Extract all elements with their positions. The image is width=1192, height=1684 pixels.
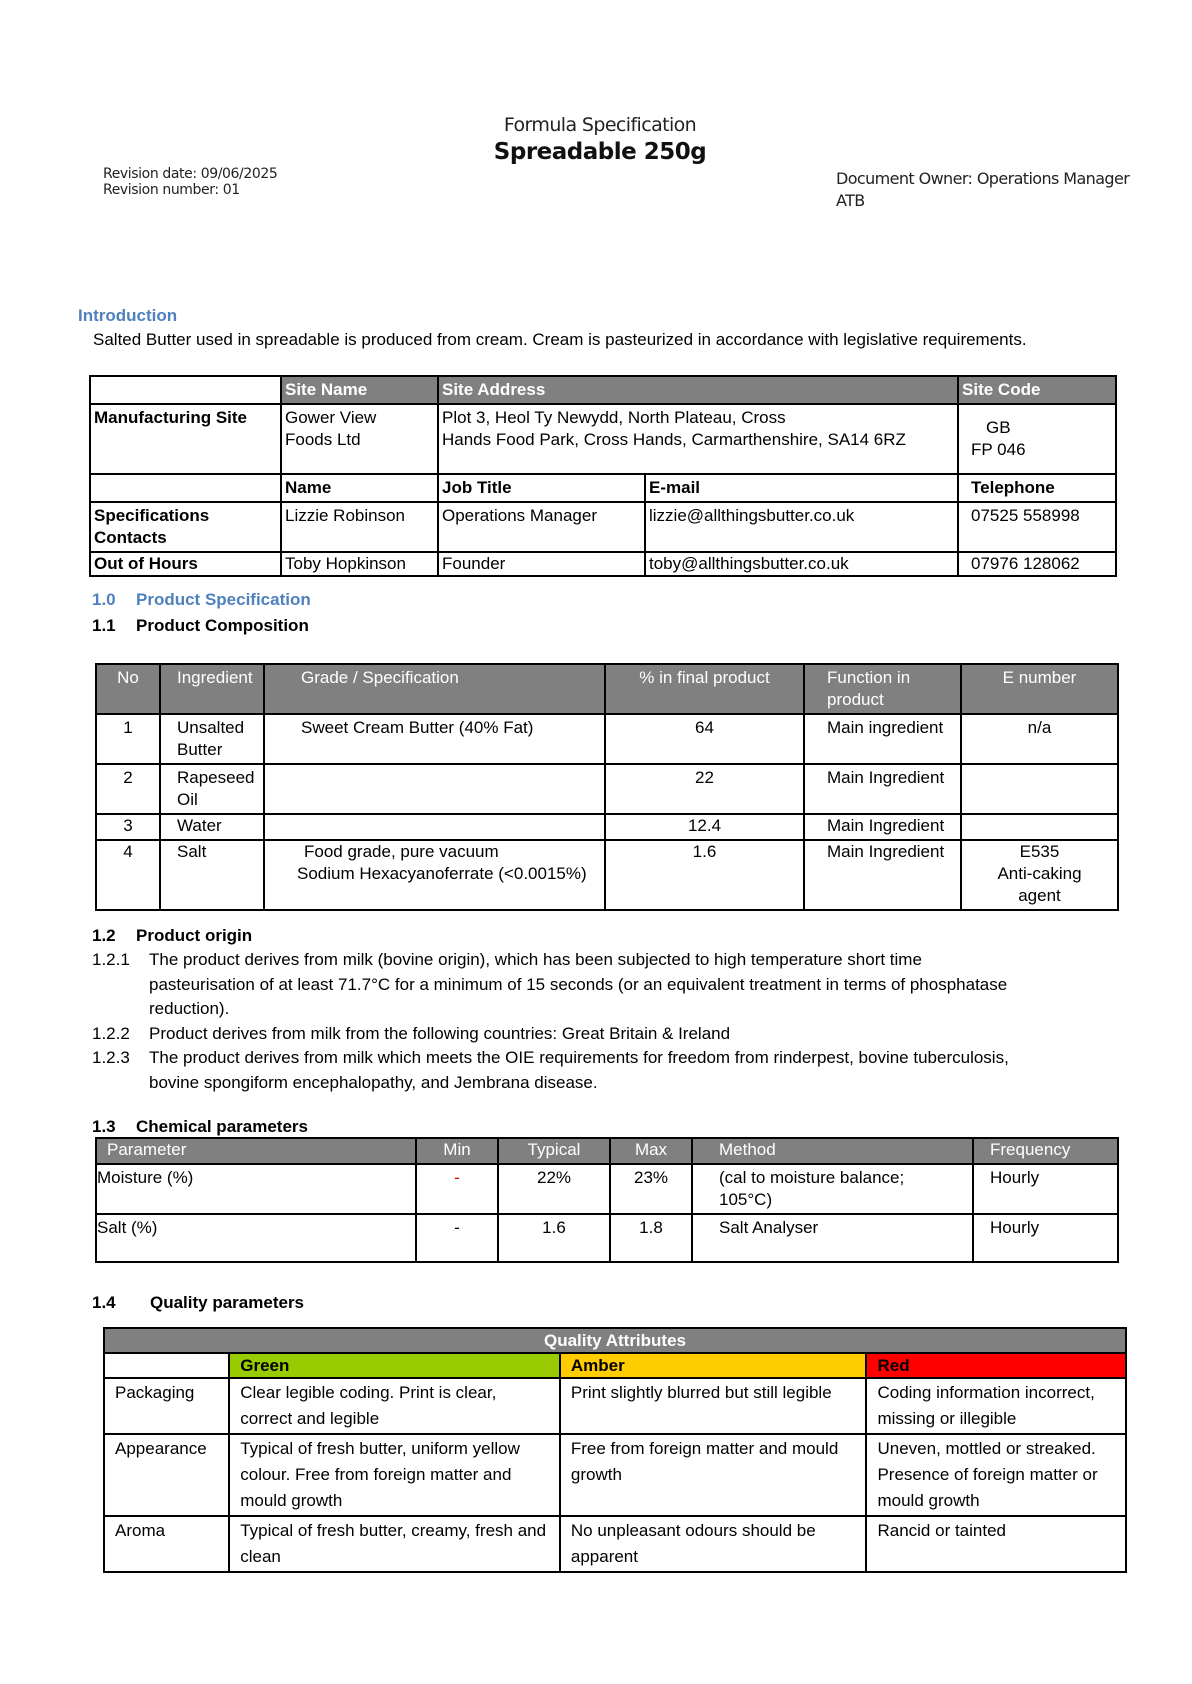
cell-amber: Print slightly blurred but still legible	[560, 1378, 867, 1434]
table-row	[104, 1378, 1126, 1434]
section-number: 1.2	[92, 926, 116, 945]
item-text: The product derives from milk (bovine origin), which has been subjected to high temperature short time pasteurisation of at least 71.7°C for a minimum of 15 seconds (or an equivalent treatment in terms of phosphatase reduction).	[149, 950, 1008, 1018]
cell-ingredient: Salt	[160, 840, 264, 910]
col-header-percent: % in final product	[605, 664, 804, 714]
item-number: 1.2.3	[92, 1048, 130, 1067]
contact-label: Out of Hours	[90, 552, 281, 576]
revision-date: Revision date: 09/06/2025	[103, 166, 278, 182]
cell-max: 1.8	[610, 1214, 692, 1262]
table-row	[96, 1164, 1118, 1214]
section-title: Product origin	[136, 926, 253, 945]
document-owner: Document Owner: Operations Manager	[836, 169, 1130, 188]
cell-parameter: Salt (%)	[96, 1214, 416, 1262]
cell-min: -	[416, 1164, 498, 1214]
origin-item	[92, 948, 1012, 1022]
cell-e-number	[961, 840, 1118, 910]
cell-typical: 22%	[498, 1164, 610, 1214]
cell-grade	[264, 814, 605, 840]
cell-green: Typical of fresh butter, uniform yellow colour. Free from foreign matter and mould growth	[229, 1434, 560, 1516]
table-row	[96, 840, 1118, 910]
item-number: 1.2.1	[92, 950, 130, 969]
col-header-max: Max	[610, 1138, 692, 1164]
cell-percent: 12.4	[605, 814, 804, 840]
site-address-header: Site Address	[438, 376, 958, 404]
cell-no: 2	[96, 764, 160, 814]
cell-e-number: n/a	[961, 714, 1118, 764]
section-title: Product Specification	[136, 590, 311, 609]
site-table	[89, 375, 1117, 577]
table-row	[96, 714, 1118, 764]
cell-parameter: Moisture (%)	[96, 1164, 416, 1214]
table-row	[104, 1516, 1126, 1572]
cell-red: Rancid or tainted	[866, 1516, 1126, 1572]
site-code-header: Site Code	[958, 376, 1116, 404]
contact-name: Toby Hopkinson	[281, 552, 438, 576]
col-header-no: No	[96, 664, 160, 714]
grade-line: Food grade, pure vacuum	[304, 842, 499, 861]
contact-label: Specifications Contacts	[90, 502, 281, 552]
section-title: Quality parameters	[150, 1293, 305, 1312]
document-type: Formula Specification	[503, 114, 697, 136]
product-origin-list	[92, 948, 1012, 1095]
section-number: 1.3	[92, 1117, 116, 1136]
email-header: E-mail	[645, 474, 958, 502]
cell-percent: 64	[605, 714, 804, 764]
item-number: 1.2.2	[92, 1023, 130, 1043]
address-line: Hands Food Park, Cross Hands, Carmarthenshire, SA14 6RZ	[442, 430, 906, 449]
manufacturing-site-label: Manufacturing Site	[90, 404, 281, 474]
cell-attribute: Appearance	[104, 1434, 229, 1516]
introduction-text: Salted Butter used in spreadable is produced from cream. Cream is pasteurized in accordance with legislative requirements.	[93, 330, 1027, 349]
section-number: 1.0	[92, 590, 116, 609]
contact-row	[90, 552, 1116, 576]
address-line: Plot 3, Heol Ty Newydd, North Plateau, Cross	[442, 408, 786, 427]
cell-function: Main ingredient	[804, 714, 961, 764]
cell-grade	[264, 764, 605, 814]
cell-function: Main Ingredient	[804, 764, 961, 814]
site-code-line: FP 046	[971, 440, 1026, 459]
site-name-line: Gower View	[285, 408, 377, 427]
cell-ingredient: Unsalted Butter	[160, 714, 264, 764]
job-title-header: Job Title	[438, 474, 645, 502]
cell-ingredient: Rapeseed Oil	[160, 764, 264, 814]
cell-grade: Sweet Cream Butter (40% Fat)	[264, 714, 605, 764]
chemical-parameters-table	[95, 1137, 1119, 1263]
quality-attributes-title: Quality Attributes	[104, 1328, 1126, 1353]
contact-email[interactable]: toby@allthingsbutter.co.uk	[645, 552, 958, 576]
cell-max: 23%	[610, 1164, 692, 1214]
col-header-grade: Grade / Specification	[264, 664, 605, 714]
cell-ingredient: Water	[160, 814, 264, 840]
cell-method: Salt Analyser	[692, 1214, 973, 1262]
cell-amber: No unpleasant odours should be apparent	[560, 1516, 867, 1572]
composition-table	[95, 663, 1119, 911]
grade-line: Sodium Hexacyanoferrate (<0.0015%)	[297, 864, 587, 883]
section-1-0-heading	[92, 590, 311, 610]
section-1-1-heading	[92, 616, 309, 636]
origin-item	[92, 1046, 1012, 1095]
section-1-4-heading	[92, 1293, 304, 1313]
col-header-typical: Typical	[498, 1138, 610, 1164]
telephone-header: Telephone	[958, 474, 1116, 502]
table-row	[96, 814, 1118, 840]
cell-red: Coding information incorrect, missing or illegible	[866, 1378, 1126, 1434]
cell-attribute: Packaging	[104, 1378, 229, 1434]
contact-name: Lizzie Robinson	[281, 502, 438, 552]
section-title: Chemical parameters	[136, 1117, 308, 1136]
contact-telephone: 07976 128062	[958, 552, 1116, 576]
site-name-value	[281, 404, 438, 474]
cell-typical: 1.6	[498, 1214, 610, 1262]
section-1-2-heading	[92, 926, 252, 946]
site-table-blank-header	[90, 376, 281, 404]
contact-email[interactable]: lizzie@allthingsbutter.co.uk	[645, 502, 958, 552]
cell-function: Main Ingredient	[804, 840, 961, 910]
table-row	[104, 1434, 1126, 1516]
cell-attribute: Aroma	[104, 1516, 229, 1572]
site-name-header: Site Name	[281, 376, 438, 404]
col-header-e-number: E number	[961, 664, 1118, 714]
cell-green: Clear legible coding. Print is clear, correct and legible	[229, 1378, 560, 1434]
site-address-value	[438, 404, 958, 474]
cell-amber: Free from foreign matter and mould growth	[560, 1434, 867, 1516]
cell-e-number	[961, 814, 1118, 840]
product-title: Spreadable 250g	[493, 139, 707, 165]
origin-item	[92, 1022, 1012, 1047]
contact-job-title: Operations Manager	[438, 502, 645, 552]
contact-row	[90, 502, 1116, 552]
col-header-min: Min	[416, 1138, 498, 1164]
quality-blank-header	[104, 1353, 229, 1378]
name-header: Name	[281, 474, 438, 502]
e-number-line: Anti-caking agent	[997, 864, 1082, 905]
cell-green: Typical of fresh butter, creamy, fresh and clean	[229, 1516, 560, 1572]
cell-red: Uneven, mottled or streaked. Presence of foreign matter or mould growth	[866, 1434, 1126, 1516]
table-row	[96, 764, 1118, 814]
item-text: The product derives from milk which meets the OIE requirements for freedom from rinderpest, bovine tuberculosis, bovine spongiform encephalopathy, and Jembrana disease.	[149, 1048, 1009, 1092]
site-name-line: Foods Ltd	[285, 430, 361, 449]
level-red-header: Red	[866, 1353, 1126, 1378]
section-1-3-heading	[92, 1117, 308, 1137]
col-header-parameter: Parameter	[96, 1138, 416, 1164]
cell-method: (cal to moisture balance; 105°C)	[692, 1164, 973, 1214]
site-code-value	[958, 404, 1116, 474]
site-code-line: GB	[986, 418, 1011, 437]
section-title: Product Composition	[136, 616, 309, 635]
cell-function: Main Ingredient	[804, 814, 961, 840]
cell-percent: 22	[605, 764, 804, 814]
contacts-blank-header	[90, 474, 281, 502]
cell-e-number	[961, 764, 1118, 814]
section-number: 1.4	[92, 1293, 116, 1312]
item-text: Product derives from milk from the following countries: Great Britain & Ireland	[149, 1023, 731, 1043]
col-header-function: Function in product	[804, 664, 961, 714]
cell-min: -	[416, 1214, 498, 1262]
introduction-heading: Introduction	[78, 306, 178, 325]
cell-no: 3	[96, 814, 160, 840]
col-header-ingredient: Ingredient	[160, 664, 264, 714]
contact-job-title: Founder	[438, 552, 645, 576]
e-number-line: E535	[1019, 842, 1060, 861]
contact-telephone: 07525 558998	[958, 502, 1116, 552]
level-green-header: Green	[229, 1353, 560, 1378]
quality-attributes-table	[103, 1327, 1127, 1573]
col-header-method: Method	[692, 1138, 973, 1164]
cell-no: 4	[96, 840, 160, 910]
owner-org: ATB	[836, 191, 865, 210]
level-amber-header: Amber	[560, 1353, 867, 1378]
cell-no: 1	[96, 714, 160, 764]
revision-number: Revision number: 01	[103, 182, 240, 198]
section-number: 1.1	[92, 616, 116, 635]
cell-frequency: Hourly	[973, 1214, 1118, 1262]
cell-grade	[264, 840, 605, 910]
cell-frequency: Hourly	[973, 1164, 1118, 1214]
col-header-frequency: Frequency	[973, 1138, 1118, 1164]
cell-percent: 1.6	[605, 840, 804, 910]
table-row	[96, 1214, 1118, 1262]
